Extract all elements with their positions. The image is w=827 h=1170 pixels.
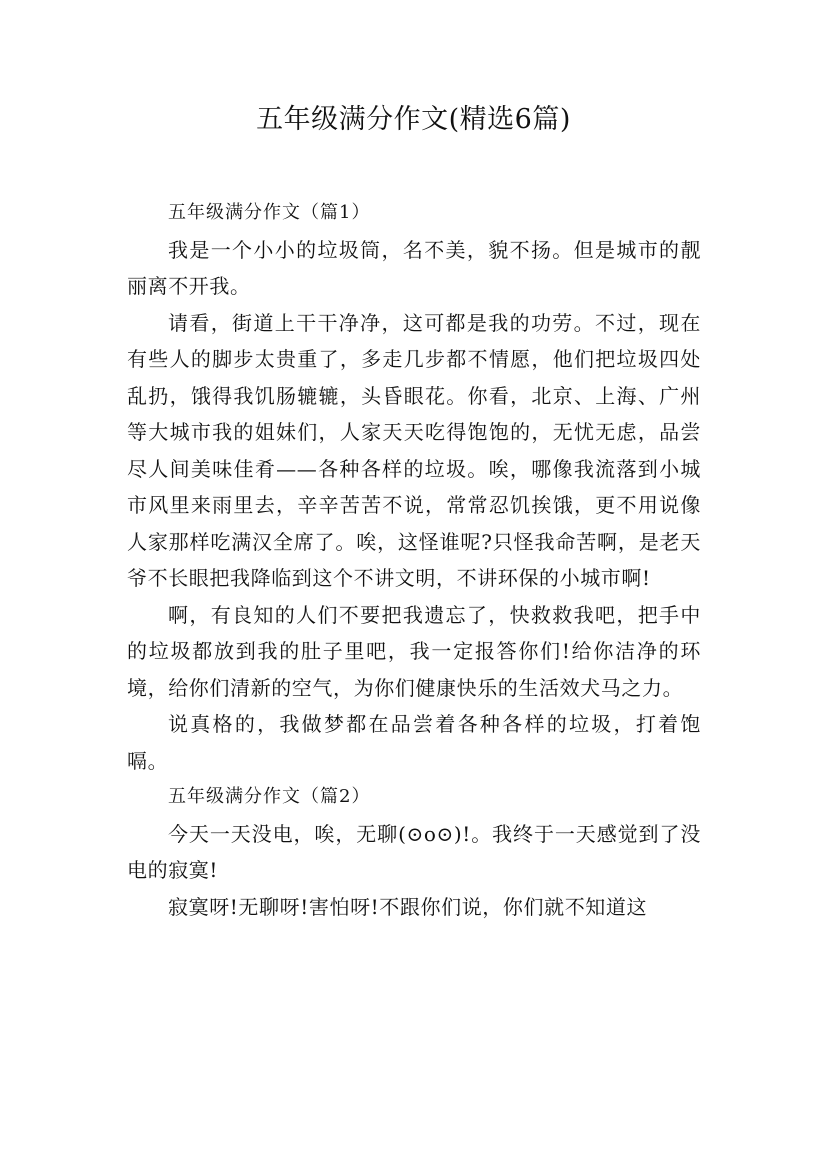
paragraph: 寂寞呀!无聊呀!害怕呀!不跟你们说，你们就不知道这: [168, 894, 648, 919]
paragraph: 请看，街道上干干净净，这可都是我的功劳。不过，现在有些人的脚步太贵重了，多走几步都不情愿，他们把垃圾四处乱扔，饿得我饥肠辘辘，头昏眼花。你看，北京、上海、广州等大城市我的姐妹们，人家天天吃得饱饱的，无忧无虑，品尝尽人间美味佳肴——各种各样的垃圾。唉，哪像我流落到小城市风里来雨里去，辛辛苦苦不说，常常忍饥挨饿，更不用说像人家那样吃满汉全席了。唉，这怪谁呢?只怪我命苦啊，是老天爷不长眼把我降临到这个不讲文明，不讲环保的小城市啊!: [127, 310, 701, 590]
page-title: 五年级满分作文(精选6篇): [256, 104, 571, 135]
section-heading-2: 五年级满分作文（篇2）: [168, 786, 371, 807]
document-body: [127, 195, 701, 925]
paragraph: 说真格的，我做梦都在品尝着各种各样的垃圾，打着饱嗝。: [127, 712, 701, 773]
paragraph: 啊，有良知的人们不要把我遗忘了，快救救我吧，把手中的垃圾都放到我的肚子里吧，我一定报答你们!给你洁净的环境，给你们清新的空气，为你们健康快乐的生活效犬马之力。: [127, 602, 701, 700]
paragraph: 今天一天没电，唉，无聊(⊙o⊙)!。我终于一天感觉到了没电的寂寞!: [127, 821, 701, 882]
section-heading-1: 五年级满分作文（篇1）: [168, 202, 371, 223]
paragraph: 我是一个小小的垃圾筒，名不美，貌不扬。但是城市的靓丽离不开我。: [127, 237, 701, 298]
